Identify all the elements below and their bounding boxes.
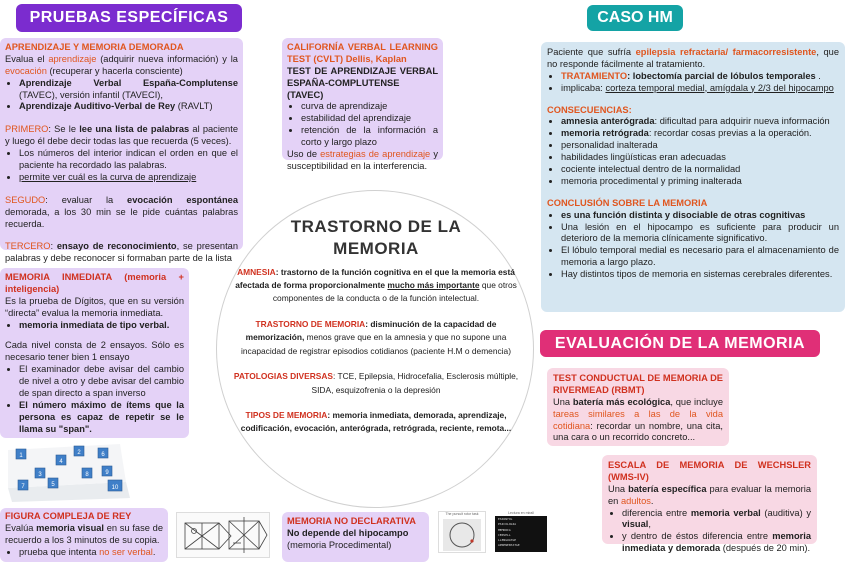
segundo-paragraph: SEGUDO: evaluar la evocación espontánea demorada, a los 30 min se le pide cuántas palabras recuerda. (5, 194, 238, 229)
tercero-paragraph: TERCERO: ensayo de reconocimiento, se presentan palabras y debe reconocer si formaban parte de la lista (5, 241, 239, 264)
tipos-paragraph: TIPOS DE MEMORIA: memoria inmediata, demorada, aprendizaje, codificación, evocación, anterógrada, retrógrada, reciente, remota... (240, 410, 512, 434)
california-title: CALIFORNÍA VERBAL LEARNING TEST (CVLT) Dellis, Kaplan (287, 42, 438, 64)
list-item: • El examinador debe avisar del cambio de nivel a otro y debe avisar del cambio de span directo a span inverso (19, 364, 184, 400)
cube-number: 1 (19, 453, 23, 459)
california-box (282, 38, 443, 171)
list-item: • Hay distintos tipos de memoria en sistemas cerebrales diferentes. (561, 269, 839, 281)
wechsler-list (608, 508, 811, 556)
list-item: • y dentro de éstos diferencia entre memoria inmediata y demorada (después de 20 min). (622, 531, 811, 555)
amnesia-paragraph: AMNESIA: trastorno de la función cognitiva en el que la memoria está afectada de forma proporcionalmente mucho más importante que otros componentes de la conducta o de la función intelectual. (235, 266, 517, 304)
no-declarativa-title: MEMORIA NO DECLARATIVA (287, 516, 416, 526)
list-item: • diferencia entre memoria verbal (auditiva) y visual, (622, 508, 811, 532)
list-item: • Aprendizaje Auditivo-Verbal de Rey (RAVLT) (19, 101, 238, 113)
list-item: • permite ver cuál es la curva de aprendizaje (19, 172, 238, 184)
no-declarativa-box (282, 512, 429, 562)
rey-list (5, 547, 163, 559)
inmediata-box (0, 268, 189, 438)
mirror-text-line: PSICOLOGIA (498, 522, 517, 527)
list-item: • Una lesión en el hipocampo es suficiente para producir un deterioro de la memoria clínicamente significativo. (561, 222, 839, 246)
consecuencias-title: CONSECUENCIAS: (547, 104, 632, 115)
california-list (287, 101, 438, 149)
list-item: • retención de la información a corto y largo plazo (301, 125, 438, 149)
center-title-1: TRASTORNO DE LA (290, 217, 462, 236)
cube-number: 4 (59, 459, 63, 465)
wechsler-p: Una batería específica para evaluar la memoria en adultos. (608, 483, 811, 506)
list-item: • cociente intelectual dentro de la normalidad (561, 164, 839, 176)
rey-box (0, 508, 168, 562)
cube-number: 3 (38, 472, 42, 478)
cube-number: 8 (85, 472, 89, 478)
cube-number: 7 (21, 484, 25, 490)
header-evaluacion: EVALUACIÓN DE LA MEMORIA (540, 330, 820, 357)
mirror-text-line: ESPANYOL (498, 517, 513, 521)
pursuit-rotor-image (438, 511, 486, 553)
inmediata-list1 (5, 320, 184, 332)
list-item: • Aprendizaje Verbal España-Complutense (TAVEC), versión infantil (TAVECI), (19, 78, 238, 102)
primero-list (5, 148, 238, 184)
pursuit-rotor-caption: The pursuit rotor task (445, 512, 479, 516)
aprendizaje-tests-list (5, 78, 238, 114)
list-item: • habilidades lingüísticas eran adecuadas (561, 152, 839, 164)
caso-intro: Paciente que sufría epilepsia refractaria/ farmacorresistente, que no responde fácilmente al tratamiento. (547, 47, 840, 69)
rbmt-p: Una batería más ecológica, que incluye tareas similares a las de la vida cotidiana: recordar un nombre, una cita, una cara o un recorrido concreto... (553, 396, 723, 443)
list-item: • memoria procedimental y priming inalterada (561, 176, 839, 188)
no-declarativa-p: No depende del hipocampo (memoria Procedimental) (287, 527, 409, 550)
inmediata-title: MEMORIA INMEDIATA (memoria + inteligencia) (5, 272, 184, 294)
aprendizaje-title: APRENDIZAJE Y MEMORIA DEMORADA (5, 42, 184, 52)
center-title-2: MEMORIA (333, 238, 419, 258)
list-item: • memoria retrógrada: recordar cosas previas a la operación. (561, 128, 839, 140)
mirror-reading-image (495, 511, 547, 553)
cube-number: 6 (101, 452, 105, 458)
rbmt-title: TEST CONDUCTUAL DE MEMORIA DE RIVERMEAD (RBMT) (553, 373, 723, 395)
rbmt-box (547, 368, 729, 446)
conclusion-title: CONCLUSIÓN SOBRE LA MEMORIA (547, 197, 708, 208)
list-item: • personalidad inalterada (561, 140, 839, 152)
caso-hm-box (541, 42, 845, 312)
list-item: • prueba que intenta no ser verbal. (19, 547, 163, 559)
list-item: • TRATAMIENTO: lobectomía parcial de lóbulos temporales . (561, 71, 839, 83)
cube-number: 2 (77, 450, 81, 456)
cube-number: 10 (111, 485, 119, 491)
mirror-text-line: CERVELL (498, 532, 511, 537)
list-item: • curva de aprendizaje (301, 101, 438, 113)
aprendizaje-intro: Evalua el aprendizaje (adquirir nueva información) y la evocación (recuperar y hacerla consciente) (5, 53, 238, 76)
wechsler-box (602, 455, 817, 554)
list-item: • El número máximo de ítems que la persona es capaz de repetir se le llama su "span". (19, 400, 184, 436)
list-item: • amnesia anterógrada: dificultad para adquirir nueva información (561, 116, 839, 128)
inmediata-p2: Cada nivel consta de 2 ensayos. Sólo es necesario tener bien 1 ensayo (5, 340, 184, 363)
caso-tratamiento-list (547, 71, 839, 95)
conclusion-list (547, 210, 839, 281)
inmediata-list2 (5, 364, 184, 435)
inmediata-p1: Es la prueba de Dígitos, que en su versión “directa” evalua la memoria inmediata. (5, 295, 184, 318)
rey-p: Evalúa memoria visual en su fase de recuerdo a los 3 minutos de su copia. (5, 522, 163, 545)
consecuencias-list (547, 116, 839, 187)
header-pruebas-especificas: PRUEBAS ESPECÍFICAS (16, 4, 242, 32)
california-uso: Uso de estrategias de aprendizaje y susceptibilidad en la interferencia. (287, 149, 438, 171)
list-item: • memoria inmediata de tipo verbal. (19, 320, 184, 332)
cube-number: 5 (51, 482, 55, 488)
rey-title: FIGURA COMPLEJA DE REY (5, 511, 132, 521)
header-caso-hm: CASO HM (587, 5, 683, 31)
mirror-text-line: APRENENTATGE (498, 543, 520, 548)
list-item: • Los números del interior indican el orden en que el paciente ha recordado las palabras. (19, 148, 238, 172)
aprendizaje-box (0, 38, 243, 264)
primero-paragraph: PRIMERO: Se le lee una lista de palabras al paciente y luego él debe decir todas las que recuerda (5 veces). (5, 124, 238, 147)
rey-figure-image (176, 512, 270, 558)
mirror-reading-caption: Lectura en mirall (508, 511, 534, 515)
list-item: • es una función distinta y disociable de otras cognitivas (561, 210, 839, 222)
list-item: • implicaba: corteza temporal medial, amígdala y 2/3 del hipocampo (561, 83, 839, 95)
trastorno-paragraph: TRASTORNO DE MEMORIA: disminución de la capacidad de memorización, menos grave que en la amnesia y que no supone una incapacidad de registrar episodios cotidianos (paciente H.M o demencia) (240, 318, 511, 356)
mirror-text-line: MEMORIA (498, 527, 511, 532)
cube-number: 9 (105, 470, 109, 476)
list-item: • El lóbulo temporal medial es necesario para el almacenamiento de memoria a largo plazo. (561, 245, 839, 269)
center-content (230, 216, 522, 436)
wechsler-title: ESCALA DE MEMORIA DE WECHSLER (WMS-IV) (608, 460, 811, 482)
patologias-paragraph: PATOLOGIAS DIVERSAS: TCE, Epilepsia, Hidrocefalia, Esclerosis múltiple, SIDA, esquizofrenia o la depresión (233, 371, 519, 395)
corsi-cubes-image (4, 440, 134, 502)
mirror-text-line: LLENGUATGE (498, 538, 517, 543)
list-item: • estabilidad del aprendizaje (301, 113, 438, 125)
california-subtitle: TEST DE APRENDIZAJE VERBAL ESPAÑA-COMPLUTENSE (TAVEC) (287, 65, 438, 100)
